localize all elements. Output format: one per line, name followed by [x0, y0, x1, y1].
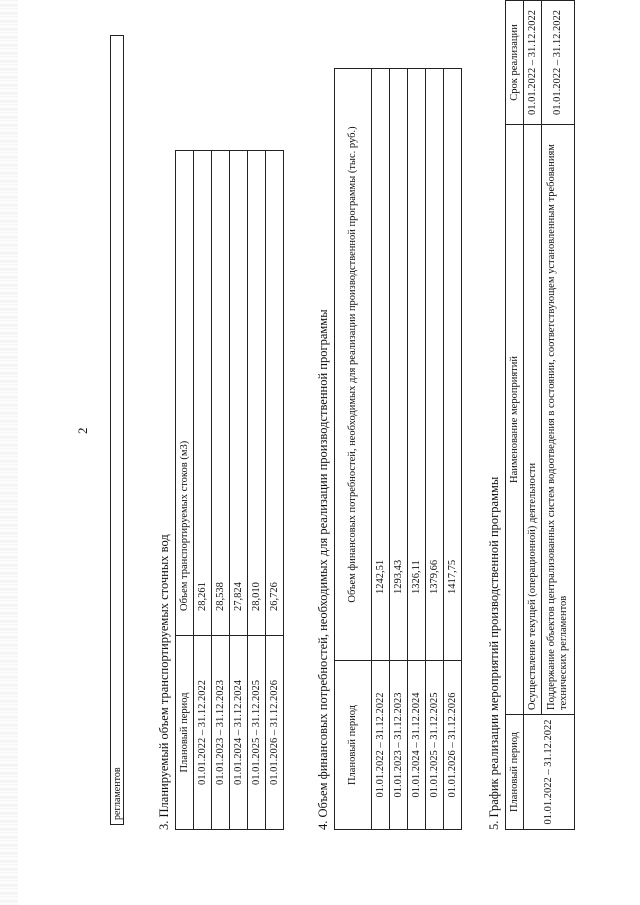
table-row [390, 69, 408, 830]
measure-cell: Поддержание объектов централизованных систем водоотведения в состоянии, соответствующем установленным требованиям технических регламентов [542, 125, 575, 715]
header-planned-period: Плановый период [335, 661, 372, 830]
period-cell: 01.01.2024 – 31.12.2024 [408, 661, 426, 830]
value-cell: 1242,51 [372, 69, 390, 661]
table-row [266, 151, 284, 830]
deadline-cell: 01.01.2022 – 31.12.2022 [524, 1, 542, 125]
table-row [524, 1, 542, 830]
period-cell: 01.01.2026 – 31.12.2026 [266, 636, 284, 830]
header-planned-period: Плановый период [506, 715, 524, 830]
value-cell: 28,538 [212, 151, 230, 636]
period-cell: 01.01.2025 – 31.12.2025 [248, 636, 266, 830]
section3-title: 3. Планируемый объем транспортируемых сточных вод [157, 534, 171, 830]
section5-table [505, 0, 575, 830]
continued-table-fragment [110, 35, 124, 825]
period-cell: 01.01.2022 – 31.12.2022 [194, 636, 212, 830]
header-volume: Объем транспортируемых стоков (м3) [176, 151, 194, 636]
table-row [444, 69, 462, 830]
value-cell: 27,824 [230, 151, 248, 636]
section3-table [175, 150, 284, 830]
deadline-cell: 01.01.2022 – 31.12.2022 [542, 1, 575, 125]
table-row [230, 151, 248, 830]
value-cell: 26,726 [266, 151, 284, 636]
value-cell: 1293,43 [390, 69, 408, 661]
period-cell: 01.01.2025 – 31.12.2025 [426, 661, 444, 830]
value-cell: 1379,66 [426, 69, 444, 661]
period-cell: 01.01.2022 – 31.12.2022 [372, 661, 390, 830]
continued-cell: регламентов [111, 36, 124, 825]
table-row [542, 1, 575, 830]
table-row [408, 69, 426, 830]
table-row [372, 69, 390, 830]
header-measures: Наименование мероприятий [506, 125, 524, 715]
value-cell: 28,261 [194, 151, 212, 636]
header-planned-period: Плановый период [176, 636, 194, 830]
table-row [426, 69, 444, 830]
measure-cell: Осуществление текущей (операционной) деятельности [524, 125, 542, 715]
section4-table [334, 68, 462, 830]
period-cell: 01.01.2026 – 31.12.2026 [444, 661, 462, 830]
value-cell: 28,010 [248, 151, 266, 636]
value-cell: 1417,75 [444, 69, 462, 661]
table-row [248, 151, 266, 830]
section4-title: 4. Объем финансовых потребностей, необходимых для реализации производственной программы [316, 309, 330, 830]
period-cell: 01.01.2023 – 31.12.2023 [212, 636, 230, 830]
header-deadline: Срок реализации [506, 1, 524, 125]
section5-title: 5. График реализации мероприятий производственной программы [487, 476, 501, 830]
value-cell: 1326,11 [408, 69, 426, 661]
table-row [194, 151, 212, 830]
period-cell: 01.01.2022 – 31.12.2022 [524, 715, 575, 830]
table-row [212, 151, 230, 830]
page-number: 2 [75, 427, 90, 434]
period-cell: 01.01.2024 – 31.12.2024 [230, 636, 248, 830]
table-header-row [176, 151, 194, 830]
table-header-row [335, 69, 372, 830]
period-cell: 01.01.2023 – 31.12.2023 [390, 661, 408, 830]
header-financial-needs: Объем финансовых потребностей, необходимых для реализации производственной программы (тыс. руб.) [335, 69, 372, 661]
table-header-row [506, 1, 524, 830]
